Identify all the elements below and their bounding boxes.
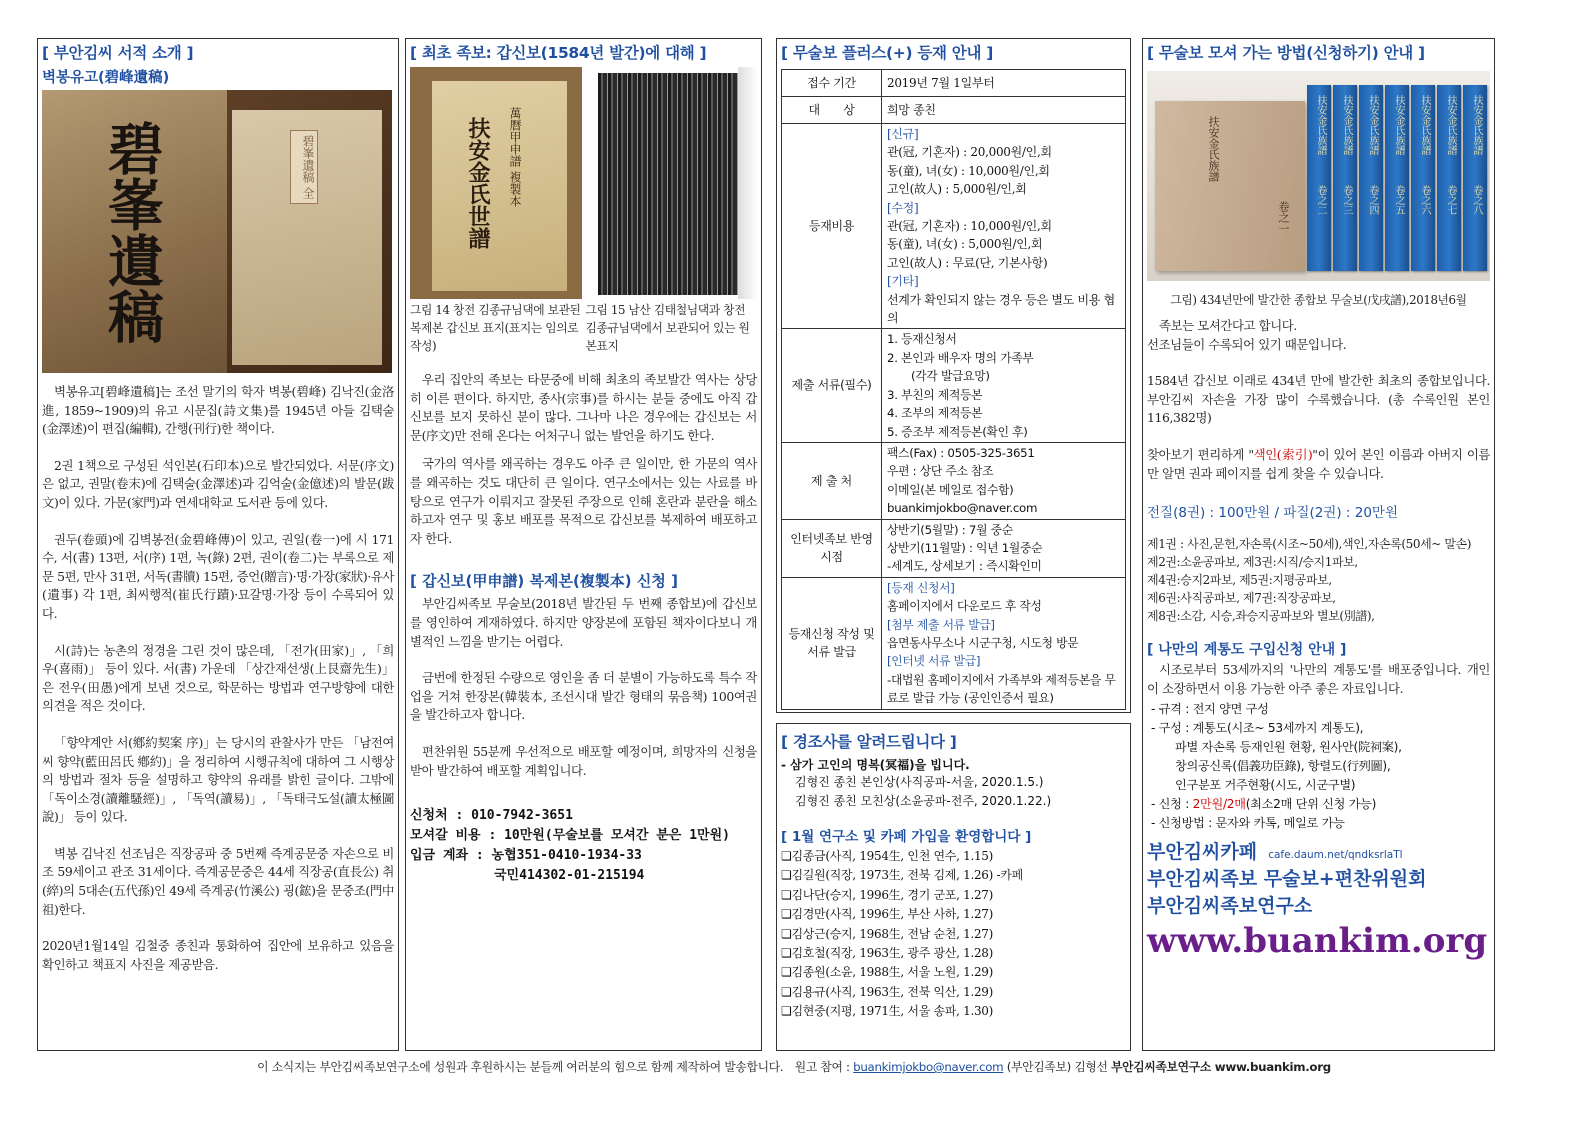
price-line: 전질(8권) : 100만원 / 파질(2권) : 20만원 <box>1147 505 1398 522</box>
figure-caption: 그림 15 남산 김태철님댁과 창전 김종규님댁에서 보관되어 있는 원본표지 <box>585 303 750 353</box>
web-line: -세계도, 상세보기 : 즉시확인미 <box>887 559 1042 574</box>
how-line: 읍면동사무소나 시군구청, 시도청 방문 <box>887 635 1079 650</box>
row-label: 등재신청 작성 및 서류 발급 <box>782 577 882 709</box>
paragraph: 벽봉유고[碧峰遺稿]는 조선 말기의 학자 벽봉(碧峰) 김낙진(金洛進, 1859~1909)의 유고 시문집(詩文集)를 1945년 아들 김택술(金澤述)이 편집(編輯), 간행(刊行)한 책이다. <box>42 384 394 437</box>
paragraph: 「향약계안 서(鄕約契案 序)」는 당시의 관찰사가 만든 「남전여씨 향약(藍田呂氏 鄕約)」을 정리하여 시행규칙에 대하여 그 시행상의 방법과 절차 등을 설명하고 향약의 유래를 밝힌 글이다. 그밖에 「독이소경(讀離騷經)」, 「독역(讀易)」, 「독태극도설(讀太極圖說)」 등이 있다. <box>42 734 394 825</box>
replica-cover-title: 扶安金氏世譜 <box>465 117 491 249</box>
web-line: 상반기(11월말) : 익년 1월중순 <box>887 540 1043 555</box>
apply-account-1: 입금 계좌 : 농협351-0410-1934-33 <box>410 848 642 864</box>
table-row <box>782 577 1126 709</box>
table-row <box>782 97 1126 124</box>
highlight-price: 2만원/2매 <box>1192 797 1246 812</box>
list-item: ❑김나단(승지, 1996生, 경기 군포, 1.27) <box>781 887 994 902</box>
row-label: 등재비용 <box>782 124 882 329</box>
footer <box>0 1058 1588 1075</box>
sub-section-title: [ 나만의 계통도 구입신청 안내 ] <box>1147 642 1347 659</box>
how-heading: [인터넷 서류 발급] <box>887 654 981 669</box>
list-item: ❑김종금(사직, 1954生, 인천 연수, 1.15) <box>781 849 994 863</box>
paragraph: 권두(卷頭)에 김벽봉전(金碧峰傳)이 있고, 권일(卷一)에 시 171수, 서(書) 13편, 서(序) 1편, 녹(錄) 2편, 권이(卷二)는 부록으로 제문 5편, 만사 31편, 서독(書牘) 15편, 증언(贈言)·명·가장(家狀)·유사(遺事) 각 1편, 최씨행적(崔氏行蹟)·묘갈명·가장 등이 수록되어 있다. <box>42 531 394 621</box>
how-heading: [등재 신청서] <box>887 580 955 595</box>
column-musulbo <box>1142 38 1495 1051</box>
website-link[interactable]: www.buankim.org <box>1147 921 1488 962</box>
submit-email-link[interactable]: buankimjokbo@naver.com <box>887 501 1038 516</box>
cafe-line <box>1147 839 1490 866</box>
fee-line: 선계가 확인되지 않는 경우 등은 별도 비용 협의 <box>887 292 1115 326</box>
web-list <box>882 519 1126 577</box>
book-spine <box>1359 85 1383 271</box>
condolence-heading: - 삼가 고인의 명복(冥福)을 빕니다. <box>781 758 970 772</box>
fee-line: 고인(故人) : 무료(단, 기본사항) <box>887 255 1048 270</box>
list-item: ❑김경만(사직, 1996生, 부산 사하, 1.27) <box>781 907 994 922</box>
book-cover-photo <box>42 90 392 373</box>
row-label: 인터넷족보 반영 시점 <box>782 519 882 577</box>
submit-post: 우편 : 상단 주소 참조 <box>887 464 994 479</box>
org-name: 부안김씨족보 무술보+편찬위원회 <box>1147 868 1427 891</box>
text-span: (최소2매 단위 신청 가능) <box>1245 797 1377 812</box>
how-list <box>882 577 1126 709</box>
spec-list <box>1147 700 1490 833</box>
book-spine <box>1307 85 1331 271</box>
section-title: [ 무술보 모셔 가는 방법(신청하기) 안내 ] <box>1147 44 1425 62</box>
book-spine <box>1437 85 1461 271</box>
volume-item: 제1권 : 사진,문헌,자손록(시조~50세),색인,자손록(50세~ 말손) <box>1147 537 1471 552</box>
slipcase-spine-volume: 卷之一 <box>1277 201 1290 234</box>
table-row <box>782 442 1126 519</box>
list-item: ❑김호철(직장, 1963生, 광주 광산, 1.28) <box>781 946 994 961</box>
how-line: -대법원 홈페이지에서 가족부와 제적등본을 무료로 발급 가능 (공인인증서 필요) <box>887 672 1116 706</box>
text-span: - 신청 : <box>1151 797 1193 812</box>
sub-section-title: [ 갑신보(甲申譜) 복제본(複製本) 신청 ] <box>410 572 678 591</box>
paragraph: 1584년 갑신보 이래로 434년 만에 발간한 최초의 종합보입니다. 부안김씨 자손을 가장 많이 수록했습니다. (총 수록인원 본인 116,382명) <box>1147 373 1490 426</box>
row-label: 제출 서류(필수) <box>782 329 882 442</box>
book-spine <box>1411 85 1435 271</box>
fee-line: 관(冠, 기혼자) : 20,000원/인,회 <box>887 145 1052 160</box>
figure-caption: 그림) 434년만에 발간한 종합보 무술보(戊戌譜),2018년6월 <box>1170 293 1467 307</box>
table-row <box>782 70 1126 97</box>
docs-list <box>882 329 1126 442</box>
apply-method: - 신청방법 : 문자와 카톡, 메일로 가능 <box>1151 816 1345 831</box>
doc-item: 4. 조부의 제적등본 <box>887 406 983 421</box>
book-spine-volume: 卷之四 <box>1367 185 1378 215</box>
volume-item: 제8권:소감, 시승,좌승지공파보와 별보(別譜), <box>1147 609 1375 624</box>
column-registration <box>776 38 1131 1051</box>
book-spine <box>1333 85 1357 271</box>
book-spine-title: 扶安金氏族譜 <box>1471 95 1482 155</box>
volume-item: 제2권:소윤공파보, 제3권:시직/승지1파보, <box>1147 555 1358 570</box>
doc-item: 1. 등재신청서 <box>887 332 957 347</box>
column-book-intro <box>37 38 399 1051</box>
text-span: "이 있어 본인 이름과 아버지 이름만 알면 권과 페이지를 쉽게 찾을 수 있습니다. <box>1147 446 1490 481</box>
fee-details <box>882 124 1126 329</box>
sub-section-title: [ 1월 연구소 및 카페 가입을 환영합니다 ] <box>781 829 1032 845</box>
row-value: 희망 종친 <box>882 97 1126 124</box>
spec-item: 인구분포 거주현황(시도, 시군구별) <box>1175 778 1356 793</box>
web-line: 상반기(5월말) : 7월 중순 <box>887 522 1013 537</box>
book-spine-volume: 卷之五 <box>1393 185 1404 215</box>
paragraph: 시(詩)는 농촌의 정경을 그린 것이 많은데, 「전가(田家)」, 「희우(喜雨)」 등이 있다. 서(書) 가운데 「상간재선생(上艮齋先生)」은 전우(田愚)에게 보낸 것으로, 학문하는 방법과 연구방향에 대한 의견을 적은 것이다. <box>42 642 394 714</box>
volume-list <box>1147 535 1490 625</box>
member-list <box>781 847 1126 1022</box>
replica-cover-photo <box>410 67 582 299</box>
footer-text: 이 소식지는 부안김씨족보연구소에 성원과 후원하시는 분들께 여러분의 힘으로 함께 제작하여 발송합니다. 원고 참여 : <box>257 1060 854 1074</box>
section-title: [ 부안김씨 서적 소개 ] <box>42 44 194 62</box>
book-spine-volume: 卷之六 <box>1419 185 1430 215</box>
paragraph: 편찬위원 55분께 우선적으로 배포할 예정이며, 희망자의 신청을 받아 발간하여 배포할 계획입니다. <box>410 743 757 778</box>
list-item: ❑김상근(승지, 1968生, 전남 순천, 1.27) <box>781 926 994 941</box>
fee-line: 관(冠, 기혼자) : 10,000원/인,회 <box>887 219 1052 234</box>
book-spine-volume: 卷之八 <box>1471 185 1482 215</box>
volume-item: 제6권:사직공파보, 제7권:직장공파보, <box>1147 591 1336 606</box>
paragraph: 국가의 역사를 왜곡하는 경우도 아주 큰 일이만, 한 가문의 역사를 왜곡하는 것도 대단히 큰 일이다. 연구소에서는 있는 사료를 바탕으로 연구가 이뤄지고 잘못된 주장으로 인해 혼란과 분란을 해소하고자 연구 및 홍보 배포를 목적으로 갑신보를 복제하여 배포하고자 한다. <box>410 456 757 546</box>
registration-box <box>776 38 1131 713</box>
row-label: 제 출 처 <box>782 442 882 519</box>
fee-etc-heading: [기타] <box>887 274 919 289</box>
highlight-text: 색인(索引) <box>1253 446 1313 462</box>
volume-item: 제4권:승지2파보, 제5권:지평공파보, <box>1147 573 1332 588</box>
fee-fix-heading: [수정] <box>887 200 919 215</box>
paragraph: 우리 집안의 족보는 타문중에 비해 최초의 족보발간 역사는 상당히 이른 편이다. 하지만, 종사(宗事)를 하시는 분들 중에도 아직 갑신보를 보지 못하신 분이 많다. 그나마 나은 경우에는 갑신보는 서문(序文)만 전해 온다는 어처구니 없는 발언을 하기도 한다. <box>410 372 757 443</box>
cafe-url[interactable]: cafe.daum.net/qndksrlaTl <box>1268 849 1403 862</box>
row-value: 2019년 7월 1일부터 <box>882 70 1126 97</box>
footer-text: (부안김족보) 김형선 <box>1003 1060 1112 1074</box>
text-span: 찾아보기 편리하게 " <box>1147 446 1254 462</box>
table-row <box>782 519 1126 577</box>
apply-cost: 모셔갈 비용 : 10만원(무술보를 모셔간 분은 1만원) <box>410 828 730 844</box>
musulbo-set-photo <box>1147 71 1490 281</box>
book-spine-volume: 卷之七 <box>1445 185 1456 215</box>
footer-email-link[interactable]: buankimjokbo@naver.com <box>853 1060 1004 1074</box>
list-item: ❑김용규(사직, 1963生, 전북 익산, 1.29) <box>781 984 994 999</box>
cafe-name: 부안김씨카페 <box>1147 841 1258 864</box>
paragraph: 선조님들이 수록되어 있기 때문입니다. <box>1147 336 1347 352</box>
paragraph: 부안김씨족보 무술보(2018년 발간된 두 번째 종합보)에 갑신보를 영인하여 게재하였다. 하지만 양장본에 포함된 책자이다보니 개별적인 느낌을 받기는 어렵다. <box>410 596 757 649</box>
paragraph: 2020년1월14일 김철중 종친과 통화하여 집안에 보유하고 있음을 확인하고 책표지 사진을 제공받음. <box>42 938 394 972</box>
news-box <box>776 723 1131 1051</box>
paragraph: 시조로부터 53세까지의 '나만의 계통도'를 배포중입니다. 개인이 소장하면서 이용 가능한 아주 좋은 자료입니다. <box>1147 662 1490 696</box>
column-gapsinbo <box>405 38 762 1051</box>
fee-line: 동(童), 녀(女) : 10,000원/인,회 <box>887 163 1050 178</box>
figure-caption: 그림 14 창전 김종규님댁에 보관된 복제본 갑신보 표지(표지는 임의로 작성) <box>410 303 581 353</box>
book-spine-title: 扶安金氏族譜 <box>1367 95 1378 155</box>
table-row <box>782 329 1126 442</box>
fee-line: 동(童), 녀(女) : 5,000원/인,회 <box>887 237 1043 252</box>
book-set <box>1307 85 1487 271</box>
cover-left-title: 碧峯遺稿 <box>99 120 165 344</box>
footer-org: 부안김씨족보연구소 www.buankim.org <box>1111 1060 1331 1074</box>
doc-item: 2. 본인과 배우자 명의 가족부 <box>887 350 1034 365</box>
registration-table <box>781 69 1126 710</box>
spec-item: - 구성 : 계통도(시조~ 53세까지 계통도), <box>1151 721 1364 736</box>
how-line: 홈페이지에서 다운로드 후 작성 <box>887 599 1042 614</box>
org-name: 부안김씨족보연구소 <box>1147 895 1313 918</box>
spec-item: 창의공신록(倡義功臣錄), 항렬도(行列圖), <box>1175 759 1391 774</box>
doc-item: 3. 부친의 제적등본 <box>887 387 983 402</box>
book-spine-title: 扶安金氏族譜 <box>1445 95 1456 155</box>
replica-cover-subtitle: 萬曆甲申譜 複製本 <box>508 107 522 207</box>
condolence-item: 김형진 종친 모친상(소윤공파-전주, 2020.1.22.) <box>795 794 1052 808</box>
slipcase-spine-title: 扶安金氏族譜 <box>1207 116 1220 182</box>
fee-new-heading: [신규] <box>887 127 919 141</box>
paragraph <box>1147 446 1490 483</box>
apply-line <box>1147 795 1490 814</box>
book-spine <box>1385 85 1409 271</box>
spec-item: 파별 자손록 등재인원 현황, 원사안(院祠案), <box>1175 740 1402 755</box>
slipcase <box>1155 101 1305 271</box>
book-spine-volume: 卷之二 <box>1315 185 1326 215</box>
submit-list <box>882 442 1126 519</box>
section-title: [ 최초 족보: 갑신보(1584년 발간)에 대해 ] <box>410 44 707 62</box>
list-item: ❑김길원(직장, 1973生, 전북 김제, 1.26) -카페 <box>781 868 1023 883</box>
book-spine-title: 扶安金氏族譜 <box>1393 95 1404 155</box>
section-title: [ 경조사를 알려드립니다 ] <box>781 733 957 751</box>
fee-line: 고인(故人) : 5,000원/인,회 <box>887 182 1027 197</box>
cover-right-label: 碧峯遺稿 全 <box>290 130 318 204</box>
row-label: 대 상 <box>782 97 882 124</box>
submit-fax: 팩스(Fax) : 0505-325-3651 <box>887 445 1035 460</box>
table-row <box>782 124 1126 329</box>
apply-account-2: 국민414302-01-215194 <box>494 868 645 884</box>
book-spine-title: 扶安金氏族譜 <box>1315 95 1326 155</box>
book-spine-title: 扶安金氏族譜 <box>1419 95 1430 155</box>
paragraph: 2권 1책으로 구성된 석인본(石印本)으로 발간되었다. 서문(序文)은 없고, 권말(卷末)에 김택술(金澤述)과 김억술(金億述)의 발문(跋文)이 있다. 가문(家門)과 연세대학교 도서관 등에 있다. <box>42 457 394 510</box>
list-item: ❑김종원(소윤, 1988生, 서울 노원, 1.29) <box>781 965 994 980</box>
condolence-item: 김형진 종친 본인상(사직공파-서울, 2020.1.5.) <box>795 775 1044 789</box>
how-heading: [첨부 제출 서류 발급] <box>887 617 995 632</box>
paragraph: 금번에 한정된 수량으로 영인을 좀 더 분별이 가능하도록 특수 작업을 거쳐 한장본(韓裝本, 조선시대 발간 형태의 묶음책) 100여권을 발간하고자 합니다. <box>410 670 757 723</box>
book-spine-title: 扶安金氏族譜 <box>1341 95 1352 155</box>
apply-contact: 신청처 : 010-7942-3651 <box>410 808 573 824</box>
paragraph: 벽봉 김낙진 선조님은 직장공파 중 5번째 즉계공문중 자손으로 비조 59세이고 관조 31세이다. 즉계공문중은 44세 직장공(直長公) 취(綷)의 5대손(五代孫)인 49세 즉계공(竹溪公) 굉(鋐)을 문중조(門中祖)한다. <box>42 845 394 917</box>
submit-email-note: 이메일(본 메일로 접수함) <box>887 482 1014 497</box>
book-spine <box>1463 85 1487 271</box>
doc-item: (각각 발급요망) <box>911 369 990 384</box>
row-label: 접수 기간 <box>782 70 882 97</box>
book-spine-volume: 卷之三 <box>1341 185 1352 215</box>
list-item: ❑김현중(지평, 1971生, 서울 송파, 1.30) <box>781 1004 994 1019</box>
book-title: 벽봉유고(碧峰遺稿) <box>42 70 170 86</box>
doc-item: 5. 증조부 제적등본(확인 후) <box>887 424 1028 439</box>
original-cover-photo <box>586 67 758 299</box>
spec-item: - 규격 : 전지 양면 구성 <box>1151 702 1269 717</box>
paragraph: 족보는 모셔간다고 합니다. <box>1159 318 1297 333</box>
section-title: [ 무술보 플러스(+) 등재 안내 ] <box>781 44 994 62</box>
